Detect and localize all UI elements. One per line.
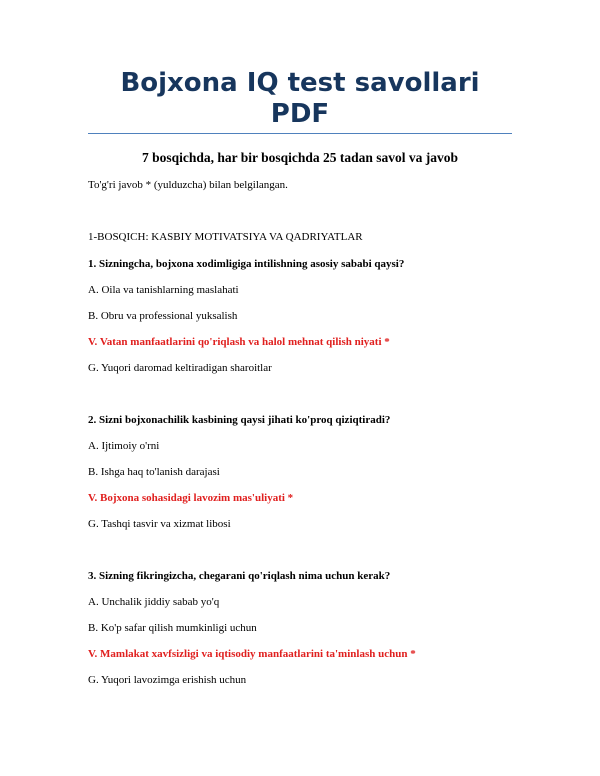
title-line-1: Bojxona IQ test savollari <box>120 68 480 98</box>
question-3-option-b: B. Ko'p safar qilish mumkinligi uchun <box>88 622 257 634</box>
question-3-option-v-correct: V. Mamlakat xavfsizligi va iqtisodiy manfaatlarini ta'minlash uchun * <box>88 648 416 660</box>
question-1-option-a: A. Oila va tanishlarning maslahati <box>88 284 239 296</box>
question-2: 2. Sizni bojxonachilik kasbining qaysi jihati ko'proq qiziqtiradi? <box>88 414 391 426</box>
question-2-option-v-correct: V. Bojxona sohasidagi lavozim mas'uliyati * <box>88 492 294 504</box>
document-subtitle: 7 bosqichda, har bir bosqichda 25 tadan savol va javob <box>141 150 459 165</box>
question-3-option-a: A. Unchalik jiddiy sabab yo'q <box>88 596 220 608</box>
question-3-option-g: G. Yuqori lavozimga erishish uchun <box>88 674 247 686</box>
title-underline <box>88 133 512 134</box>
question-2-option-b: B. Ishga haq to'lanish darajasi <box>88 466 220 478</box>
question-1-option-g: G. Yuqori daromad keltiradigan sharoitlar <box>88 362 272 374</box>
question-2-option-g: G. Tashqi tasvir va xizmat libosi <box>88 518 231 530</box>
title-line-2: PDF <box>270 99 330 129</box>
question-1-option-b: B. Obru va professional yuksalish <box>88 310 238 322</box>
question-3: 3. Sizning fikringizcha, chegarani qo'riqlash nima uchun kerak? <box>88 570 391 582</box>
document-title <box>88 68 512 130</box>
question-1-option-v-correct: V. Vatan manfaatlarini qo'riqlash va halol mehnat qilish niyati * <box>88 336 390 348</box>
question-2-option-a: A. Ijtimoiy o'rni <box>88 440 160 452</box>
answer-key-note: To'g'ri javob * (yulduzcha) bilan belgilangan. <box>88 179 288 191</box>
question-1: 1. Sizningcha, bojxona xodimligiga intilishning asosiy sababi qaysi? <box>88 258 405 270</box>
section-heading: 1-BOSQICH: KASBIY MOTIVATSIYA VA QADRIYATLAR <box>88 231 363 243</box>
